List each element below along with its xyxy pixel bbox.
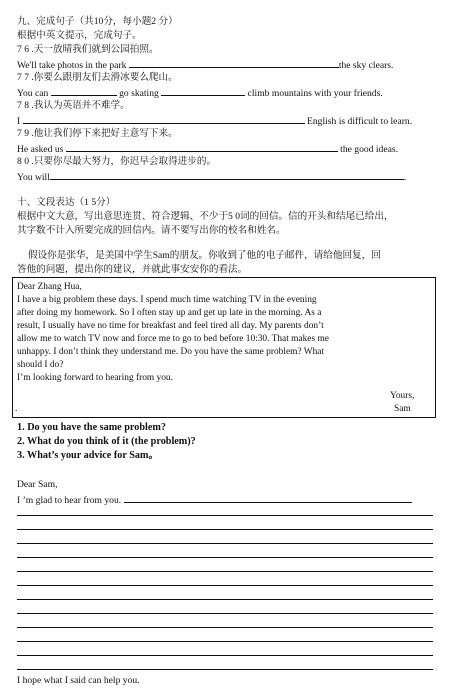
- writing-line[interactable]: [17, 669, 433, 670]
- question-2: 2. What do you think of it (the problem)?: [17, 436, 196, 447]
- q79-english: [17, 142, 398, 156]
- writing-line[interactable]: [17, 599, 433, 600]
- reply-greeting: Dear Sam,: [17, 479, 58, 490]
- reply-closing: I hope what I said can help you.: [17, 675, 140, 686]
- section9-instruction: 根据中英文提示，完成句子。: [17, 30, 142, 41]
- q77-text-c: climb mountains with your friends.: [247, 88, 383, 99]
- q76-chinese: 7 6 .天一放晴我们就到公园拍照。: [17, 44, 159, 55]
- q78-chinese: 7 8 .我认为英语并不难学。: [17, 100, 130, 111]
- q77-chinese: 7 7 .你要么跟朋友们去滑冰要么爬山。: [17, 72, 178, 83]
- q80-text-a: You will: [17, 172, 50, 183]
- writing-line[interactable]: [17, 557, 433, 558]
- letter-signature: Sam: [394, 404, 411, 414]
- q77-blank-1[interactable]: [51, 86, 117, 96]
- q79-blank[interactable]: [66, 142, 338, 152]
- writing-line[interactable]: [17, 529, 433, 530]
- reply-opening-blank[interactable]: [124, 493, 412, 503]
- section10-prompt-1: 假设你是张华，是美国中学生Sam的朋友。你收到了他的电子邮件，请给他回复，回: [28, 250, 381, 261]
- writing-line[interactable]: [17, 543, 433, 544]
- q79-chinese: 7 9 .他让我们停下来把好主意写下来。: [17, 128, 178, 139]
- writing-line[interactable]: [17, 627, 433, 628]
- q76-blank[interactable]: [129, 58, 339, 68]
- writing-line[interactable]: [17, 585, 433, 586]
- letter-closing: Yours,: [390, 391, 415, 401]
- section10-instruction-1: 根据中文大意，写出意思连贯、符合逻辑、不少于5 0词的回信。信的开头和结尾已给出，: [17, 211, 394, 222]
- q80-blank[interactable]: [50, 170, 404, 180]
- q76-text-b: the sky clears.: [338, 60, 394, 71]
- q76-text-a: We'll take photos in the park: [17, 60, 127, 71]
- letter-dot: .: [15, 404, 18, 414]
- letter-line: result, I usually have no time for breakfast and feel tired all day. My parents don’t: [17, 321, 324, 331]
- section10-prompt-2: 答他的问题，提出你的建议，并就此事安安你的看法。: [17, 264, 248, 275]
- letter-box: [12, 277, 436, 418]
- reply-opening-text: I ’m glad to hear from you.: [17, 495, 122, 506]
- section9-title: 九、完成句子（共10分，每小题2 分）: [17, 16, 178, 27]
- q76-english: [17, 58, 393, 72]
- q79-text-b: the good ideas.: [340, 144, 398, 155]
- writing-line[interactable]: [17, 613, 433, 614]
- writing-line[interactable]: [17, 571, 433, 572]
- q78-text-a: I: [17, 116, 21, 127]
- letter-line: I’m looking forward to hearing from you.: [17, 373, 173, 383]
- section10-instruction-2: 其字数不计入所要完成的回信内。请不要写出你的校名和姓名。: [17, 225, 286, 236]
- question-1: 1. Do you have the same problem?: [17, 422, 166, 433]
- question-3: 3. What’s your advice for Sam。: [17, 450, 159, 461]
- letter-line: after doing my homework. So I often stay up and get up late in the morning. As a: [17, 308, 322, 318]
- writing-line[interactable]: [17, 641, 433, 642]
- q78-english: [17, 114, 412, 128]
- letter-line: unhappy. I don’t think they understand me. Do you have the same problem? What: [17, 347, 325, 357]
- q78-text-b: English is difficult to learn.: [307, 116, 413, 127]
- letter-line: I have a big problem these days. I spend much time watching TV in the evening: [17, 295, 317, 305]
- letter-line: should I do?: [17, 360, 64, 370]
- letter-line: allow me to watch TV now and force me to go to bed before 10:30. That makes me: [17, 334, 329, 344]
- q80-english: [17, 170, 406, 184]
- q80-chinese: 8 0 .只要你尽最大努力，你迟早会取得进步的。: [17, 156, 217, 167]
- q79-text-a: He asked us: [17, 144, 64, 155]
- q78-blank[interactable]: [23, 114, 305, 124]
- q77-english: [17, 86, 383, 100]
- writing-line[interactable]: [17, 655, 433, 656]
- reply-opening: [17, 493, 412, 507]
- q77-text-a: You can: [17, 88, 49, 99]
- q77-blank-2[interactable]: [161, 86, 245, 96]
- q80-text-b: .: [403, 172, 407, 183]
- q77-text-b: go skating: [119, 88, 159, 99]
- letter-greeting: Dear Zhang Hua,: [17, 282, 82, 292]
- section10-title: 十、文段表达（1 5分）: [17, 197, 116, 208]
- writing-line[interactable]: [17, 515, 433, 516]
